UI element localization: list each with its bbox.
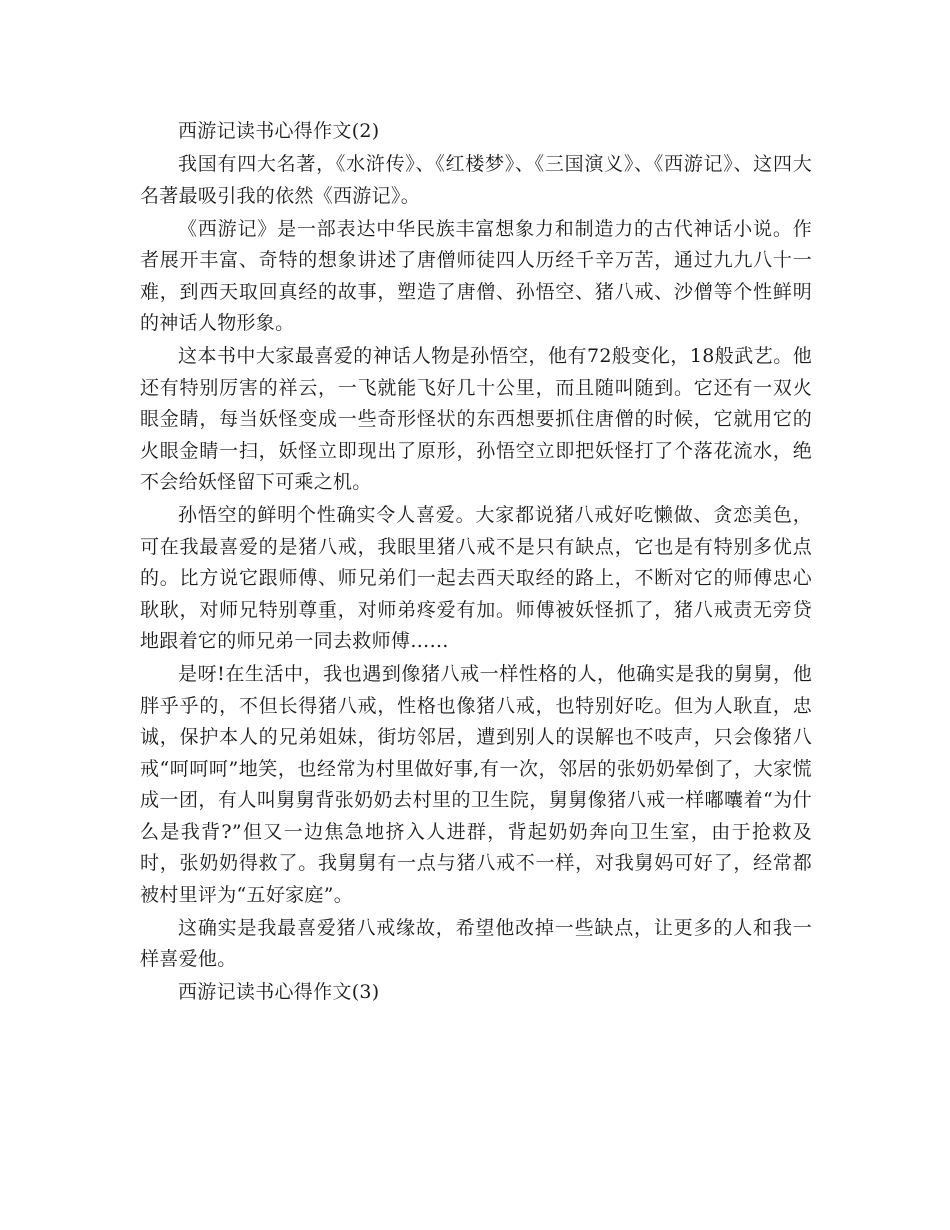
paragraph-summary: 《西游记》是一部表达中华民族丰富想象力和制造力的古代神话小说。作者展开丰富、奇特的想象讲述了唐僧师徒四人历经千辛万苦，通过九九八十一难，到西天取回真经的故事，塑造了唐僧、孙悟空、猪八戒、沙僧等个性鲜明的神话人物形象。 — [140, 217, 812, 334]
document-body — [140, 116, 812, 1010]
section-heading-2: 西游记读书心得作文(2) — [178, 120, 380, 142]
paragraph-intro: 我国有四大名著，《水浒传》、《红楼梦》、《三国演义》、《西游记》、这四大名著最吸引我的依然《西游记》。 — [140, 153, 812, 207]
section-heading-3: 西游记读书心得作文(3) — [178, 981, 380, 1003]
paragraph-zhu-bajie: 孙悟空的鲜明个性确实令人喜爱。大家都说猪八戒好吃懒做、贪恋美色，可在我最喜爱的是猪八戒，我眼里猪八戒不是只有缺点，它也是有特别多优点的。比方说它跟师傅、师兄弟们一起去西天取经的路上，不断对它的师傅忠心耿耿，对师兄特别尊重，对师弟疼爱有加。师傅被妖怪抓了，猪八戒责无旁贷地跟着它的师兄弟一同去救师傅…… — [140, 504, 812, 652]
paragraph-conclusion: 这确实是我最喜爱猪八戒缘故，希望他改掉一些缺点，让更多的人和我一样喜爱他。 — [140, 916, 812, 970]
paragraph-uncle: 是呀!在生活中，我也遇到像猪八戒一样性格的人，他确实是我的舅舅，他胖乎乎的，不但长得猪八戒，性格也像猪八戒，也特别好吃。但为人耿直，忠诚，保护本人的兄弟姐妹，街坊邻居，遭到别人的误解也不吱声，只会像猪八戒“呵呵呵”地笑，也经常为村里做好事,有一次，邻居的张奶奶晕倒了，大家慌成一团，有人叫舅舅背张奶奶去村里的卫生院，舅舅像猪八戒一样嘟囔着“为什么是我背?”但又一边焦急地挤入人进群，背起奶奶奔向卫生室，由于抢救及时，张奶奶得救了。我舅舅有一点与猪八戒不一样，对我舅妈可好了，经常都被村里评为“五好家庭”。 — [140, 663, 812, 906]
paragraph-sun-wukong: 这本书中大家最喜爱的神话人物是孙悟空，他有72般变化，18般武艺。他还有特别厉害的祥云，一飞就能飞好几十公里，而且随叫随到。它还有一双火眼金睛，每当妖怪变成一些奇形怪状的东西想要抓住唐僧的时候，它就用它的火眼金睛一扫，妖怪立即现出了原形，孙悟空立即把妖怪打了个落花流水，绝不会给妖怪留下可乘之机。 — [140, 345, 812, 493]
